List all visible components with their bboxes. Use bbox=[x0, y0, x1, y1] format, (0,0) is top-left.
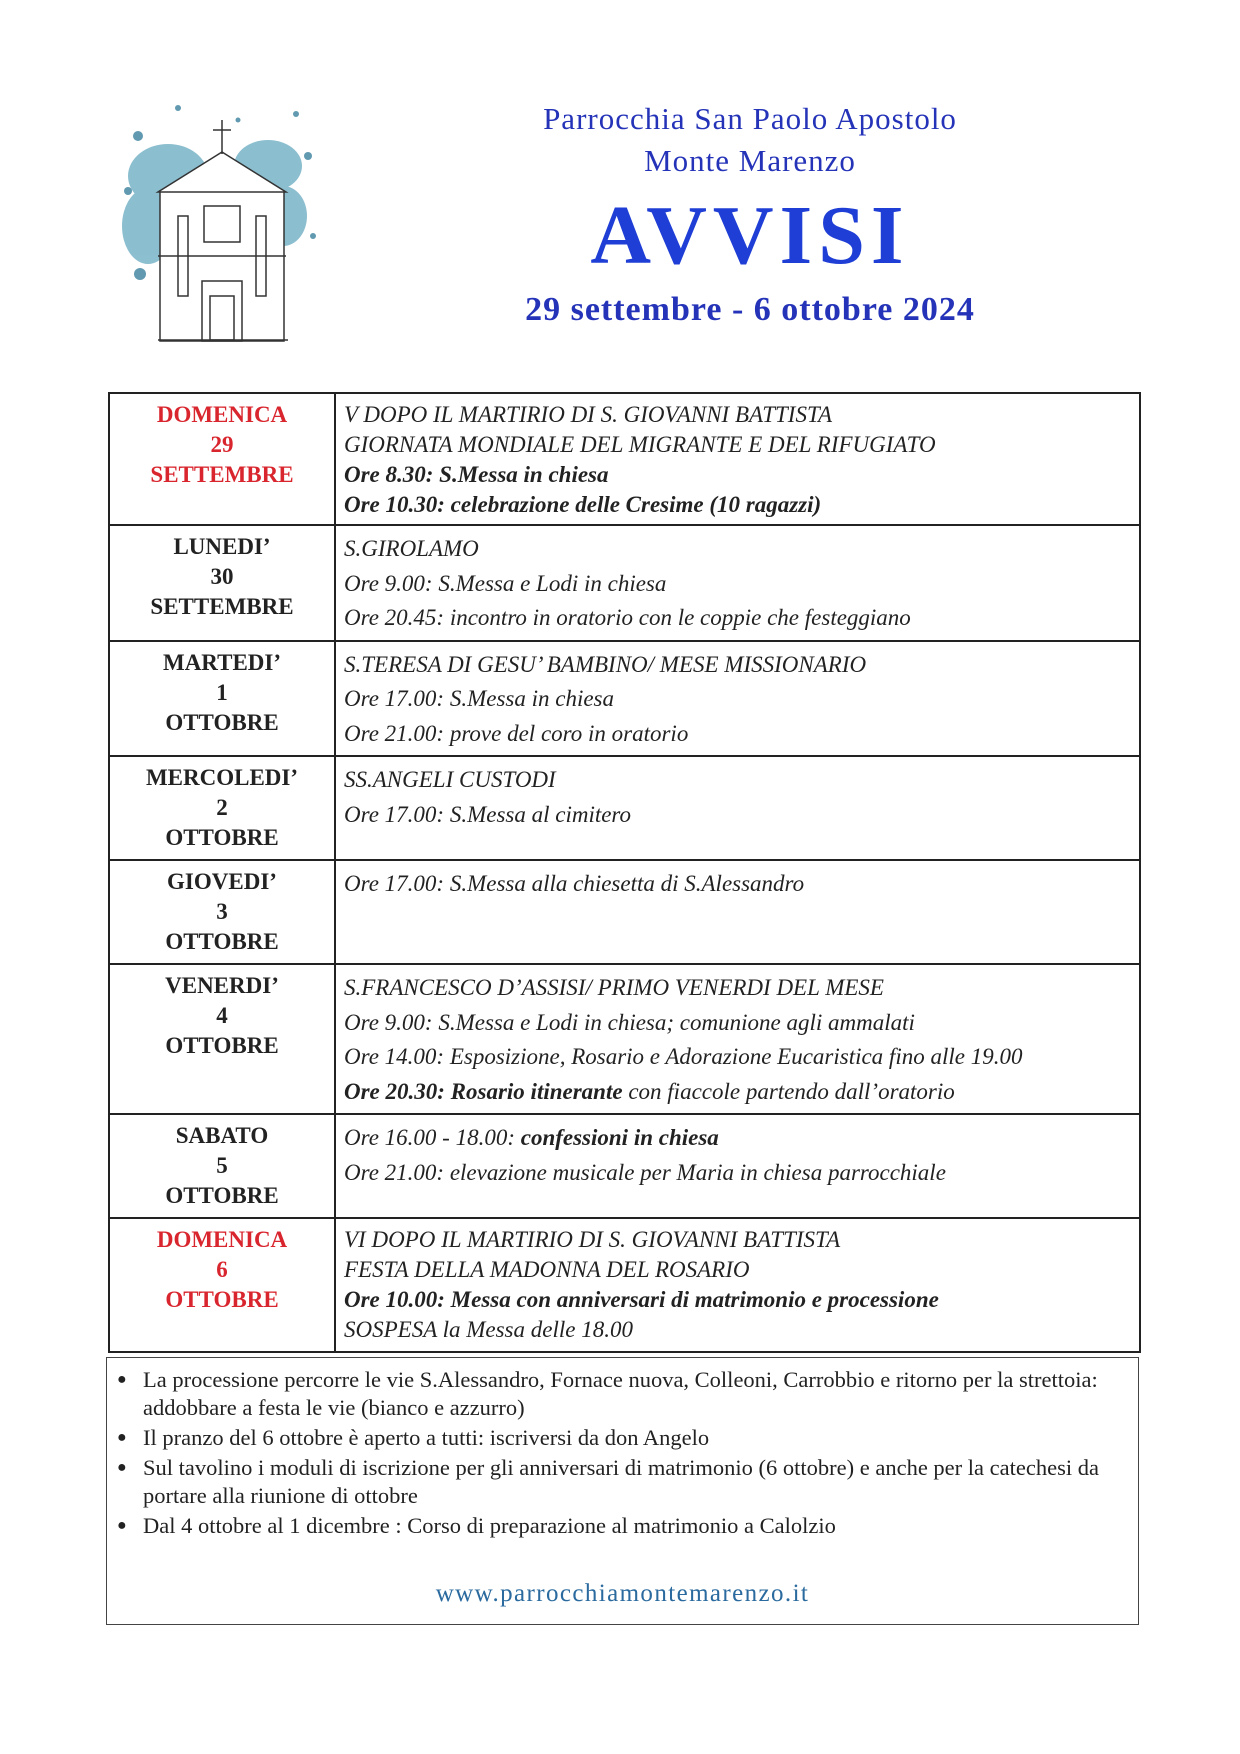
event-line: Ore 9.00: S.Messa e Lodi in chiesa bbox=[344, 570, 667, 596]
events-cell bbox=[335, 1114, 1140, 1218]
event-line: Ore 10.00: Messa con anniversari di matrimonio e processione bbox=[344, 1287, 939, 1312]
day-number: 2 bbox=[216, 795, 228, 820]
day-cell bbox=[109, 393, 335, 525]
notes-list bbox=[107, 1366, 1138, 1542]
day-number: 29 bbox=[210, 432, 234, 457]
event-time-bold: Ore 20.30: Rosario itinerante bbox=[344, 1078, 623, 1104]
date-range: 29 settembre - 6 ottobre 2024 bbox=[525, 291, 975, 328]
bullet-icon: ● bbox=[117, 1459, 127, 1476]
event-line: Ore 9.00: S.Messa e Lodi in chiesa; comunione agli ammalati bbox=[344, 1009, 915, 1035]
table-row bbox=[109, 393, 1140, 525]
event-line: V DOPO IL MARTIRIO DI S. GIOVANNI BATTISTA bbox=[344, 402, 833, 427]
month: OTTOBRE bbox=[165, 825, 279, 850]
table-row bbox=[109, 1114, 1140, 1218]
event-line: S.TERESA DI GESU’ BAMBINO/ MESE MISSIONARIO bbox=[344, 651, 867, 677]
list-item bbox=[107, 1512, 1138, 1540]
bullet-icon: ● bbox=[117, 1517, 127, 1534]
day-cell bbox=[109, 1114, 335, 1218]
schedule-table bbox=[108, 392, 1141, 1353]
weekday: MARTEDI’ bbox=[162, 649, 282, 675]
weekday: LUNEDI’ bbox=[173, 534, 271, 559]
note-text: Il pranzo del 6 ottobre è aperto a tutti: iscriversi da don Angelo bbox=[143, 1425, 710, 1450]
event-detail-bold: confessioni in chiesa bbox=[520, 1125, 719, 1150]
month: OTTOBRE bbox=[165, 1287, 279, 1312]
day-number: 30 bbox=[210, 564, 234, 589]
table-row bbox=[109, 1218, 1140, 1352]
page-title: AVVISI bbox=[590, 189, 910, 282]
day-cell bbox=[109, 1218, 335, 1352]
event-line: SOSPESA la Messa delle 18.00 bbox=[344, 1317, 633, 1342]
events-cell bbox=[335, 756, 1140, 860]
list-item bbox=[107, 1366, 1138, 1422]
event-line: FESTA DELLA MADONNA DEL ROSARIO bbox=[344, 1257, 750, 1282]
note-text: Sul tavolino i moduli di iscrizione per gli anniversari di matrimonio (6 ottobre) e anche per la catechesi da portare alla riunione di ottobre bbox=[143, 1455, 1099, 1508]
day-number: 1 bbox=[216, 679, 228, 705]
event-line: Ore 8.30: S.Messa in chiesa bbox=[344, 462, 609, 487]
event-line: Ore 17.00: S.Messa alla chiesetta di S.Alessandro bbox=[344, 871, 805, 896]
event-line: Ore 14.00: Esposizione, Rosario e Adorazione Eucaristica fino alle 19.00 bbox=[344, 1044, 1023, 1069]
events-cell bbox=[335, 860, 1140, 964]
day-number: 5 bbox=[216, 1153, 228, 1178]
event-line bbox=[344, 1121, 1131, 1156]
event-line: Ore 20.45: incontro in oratorio con le coppie che festeggiano bbox=[344, 605, 911, 630]
note-text: Dal 4 ottobre al 1 dicembre : Corso di preparazione al matrimonio a Calolzio bbox=[143, 1513, 836, 1538]
day-cell bbox=[109, 964, 335, 1114]
event-line: Ore 21.00: prove del coro in oratorio bbox=[344, 720, 689, 746]
weekday: DOMENICA bbox=[156, 1227, 288, 1252]
table-row bbox=[109, 756, 1140, 860]
day-cell bbox=[109, 756, 335, 860]
event-line: Ore 10.30: celebrazione delle Cresime (10 ragazzi) bbox=[344, 492, 822, 517]
month: SETTEMBRE bbox=[150, 594, 294, 619]
weekday: GIOVEDI’ bbox=[167, 869, 277, 894]
month: OTTOBRE bbox=[165, 709, 279, 735]
day-cell bbox=[109, 860, 335, 964]
events-cell bbox=[335, 641, 1140, 757]
event-line: S.FRANCESCO D’ASSISI/ PRIMO VENERDI DEL MESE bbox=[344, 975, 884, 1000]
day-cell bbox=[109, 641, 335, 757]
table-row bbox=[109, 860, 1140, 964]
event-time: Ore 16.00 - 18.00: bbox=[344, 1125, 521, 1150]
notes-box bbox=[106, 1357, 1139, 1625]
day-number: 6 bbox=[216, 1257, 228, 1282]
note-text: La processione percorre le vie S.Alessandro, Fornace nuova, Colleoni, Carrobbio e ritorno per la strettoia: addobbare a festa le vie (bianco e azzurro) bbox=[143, 1367, 1098, 1420]
month: SETTEMBRE bbox=[150, 462, 294, 487]
day-cell bbox=[109, 525, 335, 641]
weekday: MERCOLEDI’ bbox=[145, 765, 299, 790]
events-cell bbox=[335, 525, 1140, 641]
event-line: S.GIROLAMO bbox=[344, 536, 479, 561]
bullet-icon: ● bbox=[117, 1371, 127, 1388]
events-cell bbox=[335, 393, 1140, 525]
month: OTTOBRE bbox=[165, 1183, 279, 1208]
event-line: VI DOPO IL MARTIRIO DI S. GIOVANNI BATTISTA bbox=[344, 1227, 841, 1252]
weekday: VENERDI’ bbox=[165, 973, 279, 998]
month: OTTOBRE bbox=[165, 1033, 279, 1058]
event-detail: con fiaccole partendo dall’oratorio bbox=[622, 1078, 955, 1104]
list-item bbox=[107, 1424, 1138, 1452]
day-number: 4 bbox=[216, 1003, 228, 1028]
weekday: DOMENICA bbox=[156, 402, 288, 427]
event-line: Ore 17.00: S.Messa al cimitero bbox=[344, 801, 632, 827]
table-row bbox=[109, 964, 1140, 1114]
weekday: SABATO bbox=[175, 1123, 269, 1148]
events-cell bbox=[335, 1218, 1140, 1352]
list-item bbox=[107, 1454, 1138, 1510]
events-cell bbox=[335, 964, 1140, 1114]
website-link[interactable]: www.parrocchiamontemarenzo.it bbox=[435, 1580, 810, 1607]
event-line: GIORNATA MONDIALE DEL MIGRANTE E DEL RIFUGIATO bbox=[344, 432, 936, 457]
church-watercolor-icon bbox=[118, 96, 328, 342]
event-line: Ore 17.00: S.Messa in chiesa bbox=[344, 686, 614, 711]
parish-town: Monte Marenzo bbox=[644, 143, 856, 178]
parish-name: Parrocchia San Paolo Apostolo bbox=[543, 101, 957, 136]
month: OTTOBRE bbox=[165, 929, 279, 954]
event-line: SS.ANGELI CUSTODI bbox=[344, 767, 556, 792]
event-line: Ore 21.00: elevazione musicale per Maria in chiesa parrocchiale bbox=[344, 1159, 946, 1185]
header bbox=[420, 98, 1080, 332]
bullet-icon: ● bbox=[117, 1429, 127, 1446]
event-line bbox=[344, 1075, 1131, 1110]
day-number: 3 bbox=[216, 899, 228, 924]
table-row bbox=[109, 641, 1140, 757]
table-row bbox=[109, 525, 1140, 641]
